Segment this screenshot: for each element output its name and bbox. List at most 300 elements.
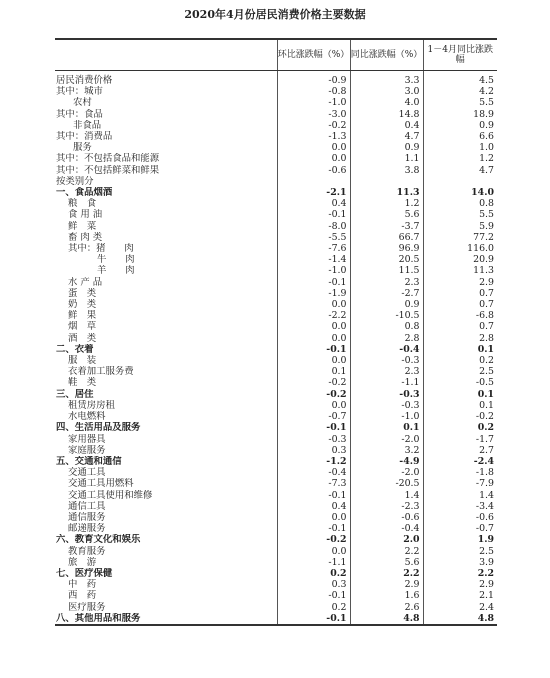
value-mom: -0.1 bbox=[277, 590, 350, 601]
row-label-cell bbox=[55, 355, 277, 366]
table-row bbox=[55, 366, 497, 377]
row-label-cell bbox=[55, 209, 277, 220]
row-label-cell bbox=[55, 411, 277, 422]
table-row bbox=[55, 288, 497, 299]
value-yoy: 4.7 bbox=[350, 131, 423, 142]
value-ytd: -0.7 bbox=[423, 523, 497, 534]
value-ytd: 2.8 bbox=[423, 333, 497, 344]
row-label-cell bbox=[55, 579, 277, 590]
table-row bbox=[55, 568, 497, 579]
row-label-cell bbox=[55, 243, 277, 254]
table-row bbox=[55, 411, 497, 422]
value-yoy: 2.3 bbox=[350, 277, 423, 288]
value-yoy: 66.7 bbox=[350, 232, 423, 243]
row-label-cell bbox=[55, 198, 277, 209]
value-mom: -2.1 bbox=[277, 187, 350, 198]
row-label-cell bbox=[55, 277, 277, 288]
value-ytd: 0.1 bbox=[423, 344, 497, 355]
table-row bbox=[55, 456, 497, 467]
value-yoy: 1.2 bbox=[350, 198, 423, 209]
value-ytd: 0.9 bbox=[423, 120, 497, 131]
table-row bbox=[55, 142, 497, 153]
value-ytd: -0.2 bbox=[423, 411, 497, 422]
row-label: 租赁房房租 bbox=[68, 399, 115, 411]
value-mom: -8.0 bbox=[277, 221, 350, 232]
value-mom: -0.4 bbox=[277, 467, 350, 478]
value-ytd: 2.5 bbox=[423, 546, 497, 557]
value-mom: -0.1 bbox=[277, 523, 350, 534]
value-mom: 0.4 bbox=[277, 198, 350, 209]
value-mom: -0.1 bbox=[277, 422, 350, 433]
value-yoy: 2.9 bbox=[350, 579, 423, 590]
row-label: 服务 bbox=[73, 142, 92, 154]
table-row bbox=[55, 377, 497, 388]
row-label: 水 产 品 bbox=[68, 276, 103, 288]
table-row bbox=[55, 254, 497, 265]
value-ytd bbox=[423, 176, 497, 187]
value-yoy: 3.8 bbox=[350, 165, 423, 176]
value-yoy: 1.4 bbox=[350, 490, 423, 501]
value-ytd: 1.2 bbox=[423, 153, 497, 164]
row-label: 其中：猪 肉 bbox=[68, 243, 134, 255]
value-mom: 0.1 bbox=[277, 366, 350, 377]
value-yoy: 0.9 bbox=[350, 299, 423, 310]
value-mom: -0.2 bbox=[277, 534, 350, 545]
row-label-cell bbox=[55, 557, 277, 568]
value-yoy: -0.3 bbox=[350, 355, 423, 366]
row-label-cell bbox=[55, 602, 277, 613]
value-yoy bbox=[350, 176, 423, 187]
value-ytd: 3.9 bbox=[423, 557, 497, 568]
row-label: 鞋 类 bbox=[68, 377, 97, 389]
value-mom: -0.7 bbox=[277, 411, 350, 422]
value-mom: 0.4 bbox=[277, 501, 350, 512]
value-yoy: 20.5 bbox=[350, 254, 423, 265]
row-label: 家庭服务 bbox=[68, 444, 106, 456]
value-yoy: 11.3 bbox=[350, 187, 423, 198]
table-row bbox=[55, 613, 497, 625]
row-label-cell bbox=[55, 546, 277, 557]
value-mom: 0.0 bbox=[277, 321, 350, 332]
value-mom: -7.6 bbox=[277, 243, 350, 254]
value-ytd: 6.6 bbox=[423, 131, 497, 142]
value-mom: -1.4 bbox=[277, 254, 350, 265]
row-label-cell bbox=[55, 131, 277, 142]
table-row bbox=[55, 120, 497, 131]
value-ytd: 14.0 bbox=[423, 187, 497, 198]
row-label-cell bbox=[55, 153, 277, 164]
value-mom: 0.2 bbox=[277, 602, 350, 613]
value-yoy: 14.8 bbox=[350, 109, 423, 120]
table-row bbox=[55, 165, 497, 176]
cpi-table bbox=[55, 38, 497, 626]
row-label-cell bbox=[55, 467, 277, 478]
value-yoy: 5.6 bbox=[350, 557, 423, 568]
value-mom: -0.2 bbox=[277, 389, 350, 400]
row-label: 教育服务 bbox=[68, 545, 106, 557]
value-ytd: 4.2 bbox=[423, 86, 497, 97]
row-label: 居民消费价格 bbox=[56, 75, 113, 86]
row-label: 蛋 类 bbox=[68, 287, 97, 299]
table-row bbox=[55, 557, 497, 568]
value-yoy: 0.9 bbox=[350, 142, 423, 153]
row-label-cell bbox=[55, 377, 277, 388]
row-label-cell bbox=[55, 456, 277, 467]
row-label: 通信工具 bbox=[68, 500, 106, 512]
value-mom: -1.0 bbox=[277, 97, 350, 108]
row-label-cell bbox=[55, 478, 277, 489]
row-label-cell bbox=[55, 568, 277, 579]
value-mom: -7.3 bbox=[277, 478, 350, 489]
row-label: 非食品 bbox=[73, 119, 102, 131]
value-ytd: 2.9 bbox=[423, 277, 497, 288]
value-yoy: 4.8 bbox=[350, 613, 423, 625]
value-ytd: 1.4 bbox=[423, 490, 497, 501]
table-header-row bbox=[55, 39, 497, 71]
row-label: 牛 肉 bbox=[97, 254, 135, 266]
value-mom: -0.1 bbox=[277, 613, 350, 625]
table-row bbox=[55, 389, 497, 400]
row-label-cell bbox=[55, 434, 277, 445]
value-yoy: 4.0 bbox=[350, 97, 423, 108]
row-label: 交通工具用燃料 bbox=[68, 478, 134, 490]
row-label-cell bbox=[55, 71, 277, 87]
value-mom: -1.2 bbox=[277, 456, 350, 467]
value-mom: -0.3 bbox=[277, 434, 350, 445]
table-row bbox=[55, 490, 497, 501]
value-mom: -1.3 bbox=[277, 131, 350, 142]
value-mom: -1.0 bbox=[277, 265, 350, 276]
table-row bbox=[55, 501, 497, 512]
row-label: 烟 草 bbox=[68, 321, 97, 333]
value-yoy: -0.4 bbox=[350, 523, 423, 534]
table-row bbox=[55, 310, 497, 321]
row-label: 通信服务 bbox=[68, 511, 106, 523]
row-label: 其中：消费品 bbox=[56, 131, 113, 143]
value-ytd: 2.5 bbox=[423, 366, 497, 377]
row-label-cell bbox=[55, 400, 277, 411]
row-label-cell bbox=[55, 299, 277, 310]
row-label-cell bbox=[55, 310, 277, 321]
value-ytd: 0.2 bbox=[423, 422, 497, 433]
table-row bbox=[55, 131, 497, 142]
value-yoy: -1.1 bbox=[350, 377, 423, 388]
value-mom: 0.3 bbox=[277, 579, 350, 590]
value-yoy: 2.8 bbox=[350, 333, 423, 344]
row-label: 六、教育文化和娱乐 bbox=[56, 534, 141, 546]
table-row bbox=[55, 400, 497, 411]
value-mom: -0.1 bbox=[277, 277, 350, 288]
value-mom: -0.1 bbox=[277, 344, 350, 355]
row-label: 四、生活用品及服务 bbox=[56, 422, 141, 434]
value-mom: 0.3 bbox=[277, 445, 350, 456]
row-label-cell bbox=[55, 176, 277, 187]
value-ytd: -7.9 bbox=[423, 478, 497, 489]
value-mom: 0.0 bbox=[277, 546, 350, 557]
row-label: 医疗服务 bbox=[68, 601, 106, 613]
row-label: 按类别分 bbox=[56, 175, 94, 187]
header-mom: 环比涨跌幅（%） bbox=[277, 39, 350, 71]
row-label-cell bbox=[55, 232, 277, 243]
value-yoy: 0.8 bbox=[350, 321, 423, 332]
table-row bbox=[55, 176, 497, 187]
value-mom: 0.0 bbox=[277, 153, 350, 164]
value-yoy: 5.6 bbox=[350, 209, 423, 220]
table-row bbox=[55, 333, 497, 344]
value-mom: 0.0 bbox=[277, 400, 350, 411]
table-row bbox=[55, 434, 497, 445]
row-label-cell bbox=[55, 321, 277, 332]
row-label: 交通工具 bbox=[68, 467, 106, 479]
value-mom: -0.1 bbox=[277, 490, 350, 501]
value-yoy: -2.3 bbox=[350, 501, 423, 512]
row-label: 一、食品烟酒 bbox=[56, 187, 113, 199]
value-yoy: 2.6 bbox=[350, 602, 423, 613]
value-ytd: 5.5 bbox=[423, 97, 497, 108]
table-row bbox=[55, 97, 497, 108]
value-ytd: 2.7 bbox=[423, 445, 497, 456]
table-row bbox=[55, 590, 497, 601]
table-row bbox=[55, 71, 497, 87]
row-label: 衣着加工服务费 bbox=[68, 366, 134, 378]
row-label: 旅 游 bbox=[68, 556, 97, 568]
value-yoy: -20.5 bbox=[350, 478, 423, 489]
value-mom: -1.1 bbox=[277, 557, 350, 568]
value-ytd: 5.9 bbox=[423, 221, 497, 232]
table-row bbox=[55, 86, 497, 97]
value-yoy: 2.0 bbox=[350, 534, 423, 545]
row-label: 三、居住 bbox=[56, 388, 94, 400]
table-row bbox=[55, 546, 497, 557]
value-yoy: 3.3 bbox=[350, 71, 423, 87]
row-label-cell bbox=[55, 344, 277, 355]
row-label: 其中：不包括食品和能源 bbox=[56, 153, 160, 165]
value-yoy: -1.0 bbox=[350, 411, 423, 422]
value-ytd: 0.7 bbox=[423, 321, 497, 332]
value-mom: -0.8 bbox=[277, 86, 350, 97]
row-label-cell bbox=[55, 590, 277, 601]
value-mom: 0.0 bbox=[277, 142, 350, 153]
value-ytd: 2.1 bbox=[423, 590, 497, 601]
row-label-cell bbox=[55, 109, 277, 120]
value-mom: -3.0 bbox=[277, 109, 350, 120]
value-ytd: -3.4 bbox=[423, 501, 497, 512]
row-label-cell bbox=[55, 165, 277, 176]
value-ytd: -1.7 bbox=[423, 434, 497, 445]
row-label: 服 装 bbox=[68, 355, 97, 367]
row-label-cell bbox=[55, 86, 277, 97]
row-label: 交通工具使用和维修 bbox=[68, 489, 153, 501]
table-row bbox=[55, 478, 497, 489]
table-row bbox=[55, 265, 497, 276]
table-row bbox=[55, 209, 497, 220]
row-label: 农村 bbox=[73, 97, 92, 109]
row-label-cell bbox=[55, 512, 277, 523]
row-label: 其中：食品 bbox=[56, 108, 103, 120]
value-mom: 0.2 bbox=[277, 568, 350, 579]
row-label-cell bbox=[55, 333, 277, 344]
table-row bbox=[55, 523, 497, 534]
row-label: 五、交通和通信 bbox=[56, 455, 122, 467]
value-ytd: 0.7 bbox=[423, 299, 497, 310]
value-ytd: 1.0 bbox=[423, 142, 497, 153]
table-row bbox=[55, 534, 497, 545]
table-row bbox=[55, 355, 497, 366]
table-row bbox=[55, 579, 497, 590]
table-row bbox=[55, 277, 497, 288]
row-label: 食 用 油 bbox=[68, 209, 103, 221]
row-label: 七、医疗保健 bbox=[56, 567, 113, 579]
row-label: 家用器具 bbox=[68, 433, 106, 445]
row-label-cell bbox=[55, 534, 277, 545]
table-row bbox=[55, 232, 497, 243]
value-ytd: 18.9 bbox=[423, 109, 497, 120]
value-ytd: 2.2 bbox=[423, 568, 497, 579]
value-ytd: 116.0 bbox=[423, 243, 497, 254]
table-row bbox=[55, 344, 497, 355]
value-yoy: -10.5 bbox=[350, 310, 423, 321]
row-label-cell bbox=[55, 389, 277, 400]
value-mom: 0.0 bbox=[277, 299, 350, 310]
value-mom: -0.2 bbox=[277, 377, 350, 388]
value-yoy: 2.2 bbox=[350, 546, 423, 557]
row-label-cell bbox=[55, 254, 277, 265]
value-yoy: 0.1 bbox=[350, 422, 423, 433]
row-label-cell bbox=[55, 142, 277, 153]
row-label: 酒 类 bbox=[68, 332, 97, 344]
row-label: 其中：城市 bbox=[56, 86, 103, 98]
value-yoy: 1.6 bbox=[350, 590, 423, 601]
row-label: 中 药 bbox=[68, 579, 97, 591]
value-ytd: -6.8 bbox=[423, 310, 497, 321]
value-yoy: -0.3 bbox=[350, 389, 423, 400]
value-yoy: -2.0 bbox=[350, 434, 423, 445]
value-mom: -2.2 bbox=[277, 310, 350, 321]
row-label: 鲜 菜 bbox=[68, 220, 97, 232]
row-label: 粮 食 bbox=[68, 198, 97, 210]
row-label-cell bbox=[55, 187, 277, 198]
row-label-cell bbox=[55, 221, 277, 232]
table-row bbox=[55, 467, 497, 478]
row-label-cell bbox=[55, 445, 277, 456]
value-ytd: 4.5 bbox=[423, 71, 497, 87]
value-yoy: -2.7 bbox=[350, 288, 423, 299]
value-ytd: 4.8 bbox=[423, 613, 497, 625]
row-label-cell bbox=[55, 490, 277, 501]
value-ytd: 0.7 bbox=[423, 288, 497, 299]
row-label: 鲜 果 bbox=[68, 310, 97, 322]
value-ytd: 4.7 bbox=[423, 165, 497, 176]
value-ytd: 0.1 bbox=[423, 400, 497, 411]
row-label: 水电燃料 bbox=[68, 411, 106, 423]
value-yoy: 0.4 bbox=[350, 120, 423, 131]
row-label-cell bbox=[55, 265, 277, 276]
value-ytd: 0.1 bbox=[423, 389, 497, 400]
table-row bbox=[55, 299, 497, 310]
value-yoy: -0.3 bbox=[350, 400, 423, 411]
table-row bbox=[55, 221, 497, 232]
value-ytd: -0.6 bbox=[423, 512, 497, 523]
row-label: 二、衣着 bbox=[56, 343, 94, 355]
value-yoy: 3.2 bbox=[350, 445, 423, 456]
value-ytd: 2.9 bbox=[423, 579, 497, 590]
value-yoy: 3.0 bbox=[350, 86, 423, 97]
table-row bbox=[55, 422, 497, 433]
row-label-cell bbox=[55, 97, 277, 108]
value-yoy: -2.0 bbox=[350, 467, 423, 478]
row-label: 八、其他用品和服务 bbox=[56, 612, 141, 624]
table-row bbox=[55, 198, 497, 209]
value-ytd: 0.8 bbox=[423, 198, 497, 209]
value-mom: 0.0 bbox=[277, 512, 350, 523]
table-row bbox=[55, 187, 497, 198]
value-yoy: 2.3 bbox=[350, 366, 423, 377]
value-yoy: -0.6 bbox=[350, 512, 423, 523]
value-ytd: 1.9 bbox=[423, 534, 497, 545]
row-label: 其中：不包括鲜菜和鲜果 bbox=[56, 164, 160, 176]
value-ytd: -1.8 bbox=[423, 467, 497, 478]
row-label-cell bbox=[55, 523, 277, 534]
row-label: 羊 肉 bbox=[97, 265, 135, 277]
header-item bbox=[55, 39, 277, 71]
value-ytd: 0.2 bbox=[423, 355, 497, 366]
value-yoy: -4.9 bbox=[350, 456, 423, 467]
value-ytd: 5.5 bbox=[423, 209, 497, 220]
row-label-cell bbox=[55, 288, 277, 299]
table-row bbox=[55, 512, 497, 523]
value-ytd: -2.4 bbox=[423, 456, 497, 467]
header-ytd: 1－4月同比涨跌幅 bbox=[423, 39, 497, 71]
table-row bbox=[55, 153, 497, 164]
value-ytd: 2.4 bbox=[423, 602, 497, 613]
row-label-cell bbox=[55, 366, 277, 377]
value-ytd: 77.2 bbox=[423, 232, 497, 243]
value-yoy: -0.4 bbox=[350, 344, 423, 355]
value-ytd: 20.9 bbox=[423, 254, 497, 265]
report-title: 2020年4月份居民消费价格主要数据 bbox=[184, 8, 366, 21]
value-mom: -0.1 bbox=[277, 209, 350, 220]
value-ytd: 11.3 bbox=[423, 265, 497, 276]
row-label-cell bbox=[55, 422, 277, 433]
row-label: 西 药 bbox=[68, 590, 97, 602]
value-mom bbox=[277, 176, 350, 187]
row-label: 畜 肉 类 bbox=[68, 231, 103, 243]
value-mom: -0.9 bbox=[277, 71, 350, 87]
value-yoy: 11.5 bbox=[350, 265, 423, 276]
value-yoy: 2.2 bbox=[350, 568, 423, 579]
value-yoy: 1.1 bbox=[350, 153, 423, 164]
value-mom: -1.9 bbox=[277, 288, 350, 299]
table-row bbox=[55, 321, 497, 332]
table-row bbox=[55, 445, 497, 456]
value-mom: -5.5 bbox=[277, 232, 350, 243]
row-label: 邮递服务 bbox=[68, 523, 106, 535]
table-row bbox=[55, 243, 497, 254]
row-label-cell bbox=[55, 613, 277, 625]
value-mom: 0.0 bbox=[277, 333, 350, 344]
value-ytd: -0.5 bbox=[423, 377, 497, 388]
row-label: 奶 类 bbox=[68, 299, 97, 311]
table-row bbox=[55, 602, 497, 613]
header-yoy: 同比涨跌幅（%） bbox=[350, 39, 423, 71]
value-mom: -0.6 bbox=[277, 165, 350, 176]
value-yoy: -3.7 bbox=[350, 221, 423, 232]
value-yoy: 96.9 bbox=[350, 243, 423, 254]
value-mom: -0.2 bbox=[277, 120, 350, 131]
value-mom: 0.0 bbox=[277, 355, 350, 366]
row-label-cell bbox=[55, 120, 277, 131]
table-row bbox=[55, 109, 497, 120]
